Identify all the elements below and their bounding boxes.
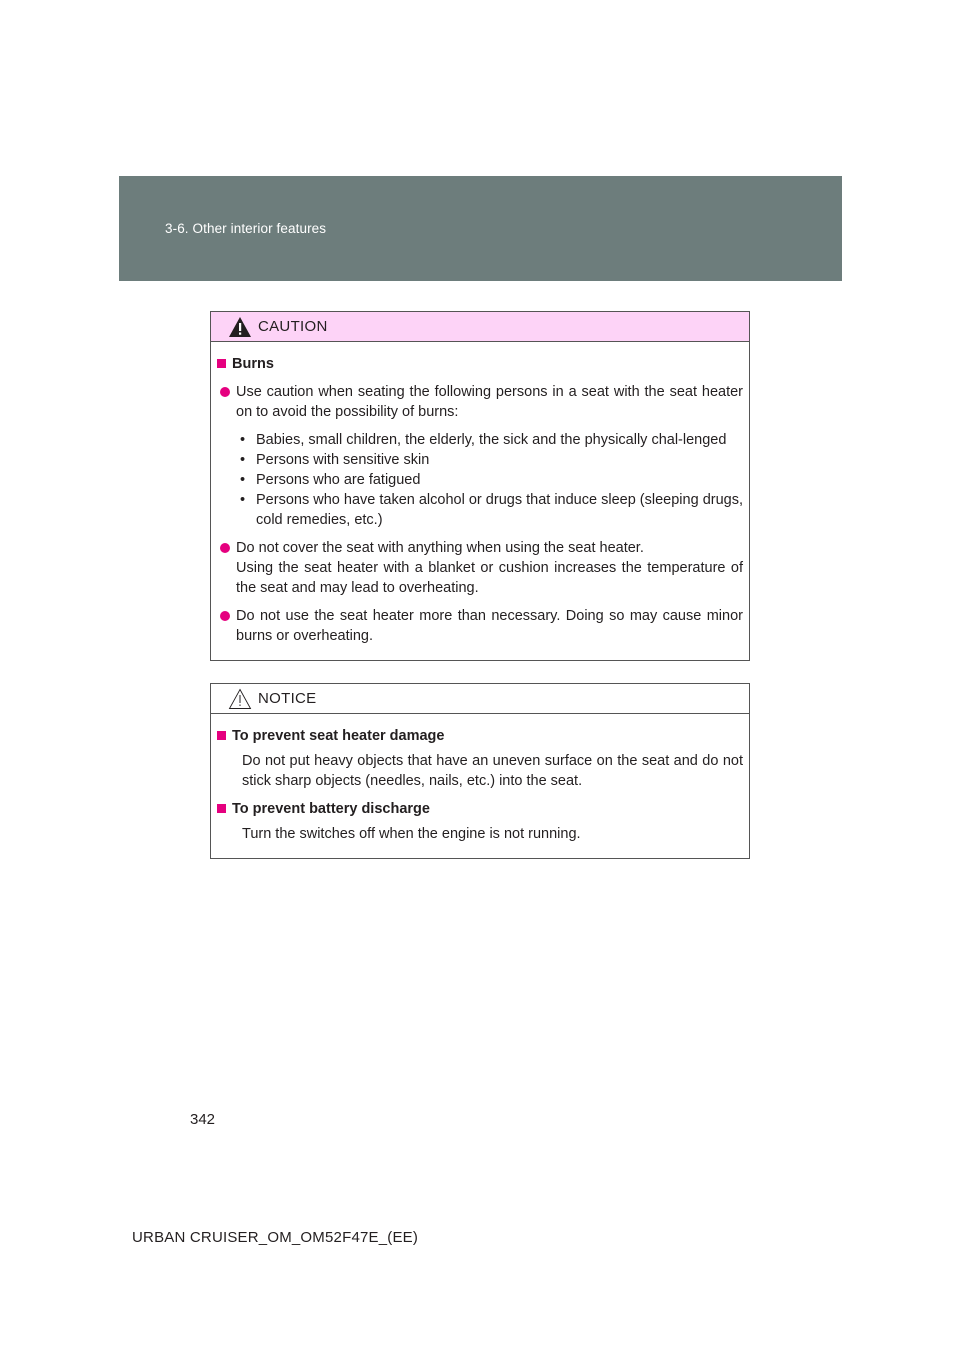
caution-bullet: [217, 538, 743, 598]
notice-header: [211, 684, 749, 714]
caution-heading-text: Burns: [232, 356, 274, 372]
caution-bullet: [217, 606, 743, 646]
caution-bullet-text: Do not cover the seat with anything when using the seat heater. Using the seat heater with a blanket or cushion increases the temperature of the seat and may lead to overheating.: [236, 540, 743, 596]
caution-heading: [217, 354, 743, 374]
section-title: 3-6. Other interior features: [165, 221, 327, 236]
notice-triangle-icon: [228, 688, 252, 710]
square-bullet-icon: [217, 804, 226, 813]
caution-bullet: [217, 382, 743, 530]
notice-text: Turn the switches off when the engine is not running.: [242, 826, 581, 842]
square-bullet-icon: [217, 359, 226, 368]
caution-header: [211, 312, 749, 342]
sub-list-item: • Persons who are fatigued: [240, 472, 421, 488]
warning-triangle-icon: [228, 316, 252, 338]
caution-title: CAUTION: [258, 318, 328, 335]
round-bullet-icon: [220, 387, 230, 397]
sub-list: [236, 430, 743, 530]
notice-box: [210, 683, 750, 859]
notice-heading-text: To prevent seat heater damage: [232, 728, 445, 744]
round-bullet-icon: [220, 543, 230, 553]
notice-body: [211, 714, 749, 858]
page-number: 342: [190, 1111, 216, 1128]
sub-list-item: • Babies, small children, the elderly, the sick and the physically chal-lenged: [240, 432, 727, 448]
document-code: URBAN CRUISER_OM_OM52F47E_(EE): [132, 1229, 419, 1246]
caution-box: [210, 311, 750, 661]
round-bullet-icon: [220, 611, 230, 621]
notice-heading: [217, 799, 743, 819]
caution-body: [211, 342, 749, 660]
chapter-header-band: [119, 176, 842, 281]
caution-bullet-text: Use caution when seating the following persons in a seat with the seat heater on to avoid the possibility of burns:: [236, 384, 743, 420]
notice-text: Do not put heavy objects that have an uneven surface on the seat and do not stick sharp objects (needles, nails, etc.) into the seat.: [242, 753, 743, 789]
sub-list-item: • Persons who have taken alcohol or drugs that induce sleep (sleeping drugs, cold remedies, etc.): [240, 492, 743, 528]
notice-heading: [217, 726, 743, 746]
notice-title: NOTICE: [258, 690, 317, 707]
square-bullet-icon: [217, 731, 226, 740]
sub-list-item: • Persons with sensitive skin: [240, 452, 430, 468]
caution-bullet-text: Do not use the seat heater more than necessary. Doing so may cause minor burns or overheating.: [236, 608, 743, 644]
notice-heading-text: To prevent battery discharge: [232, 801, 430, 817]
